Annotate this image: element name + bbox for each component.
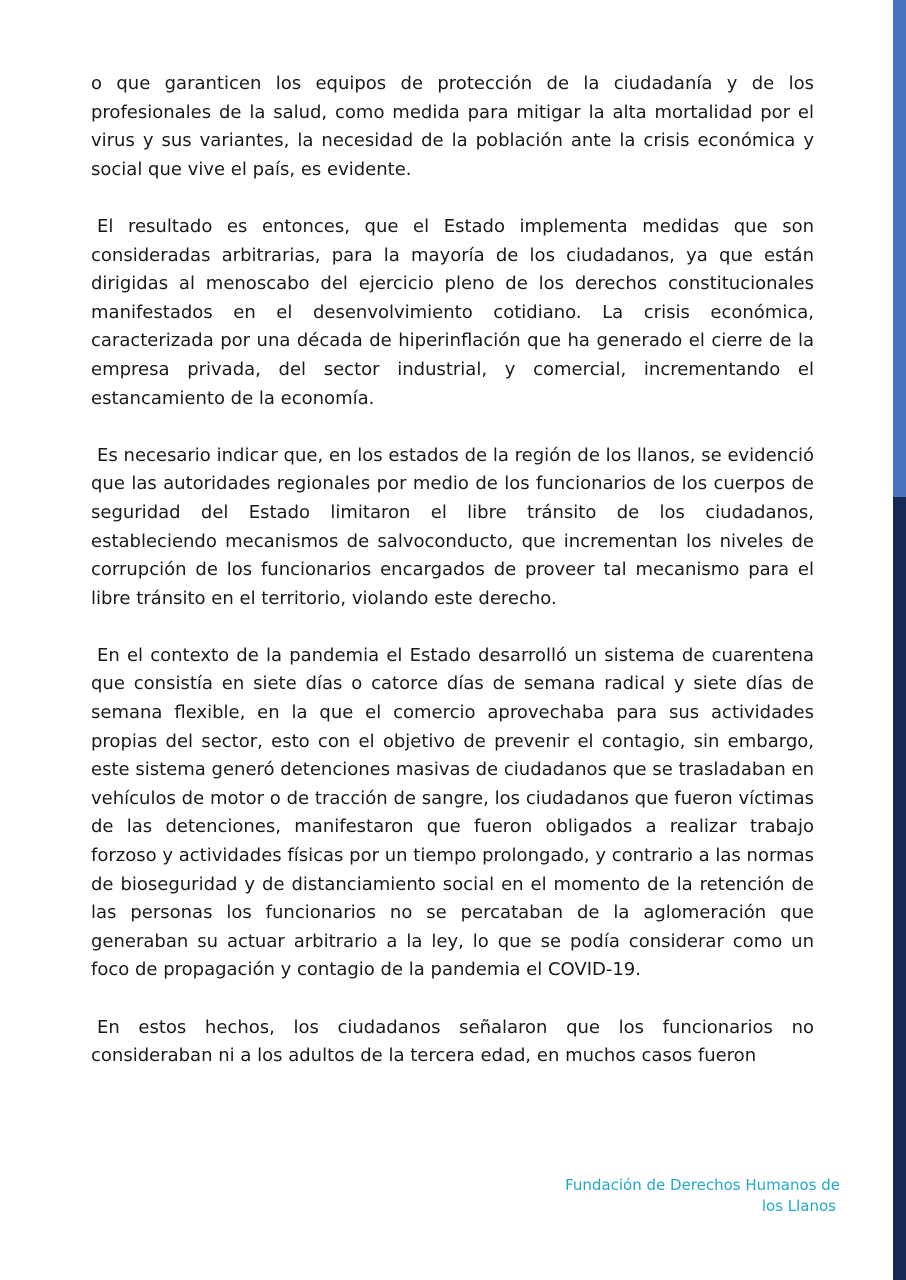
paragraph-5: En estos hechos, los ciudadanos señalaron que los funcionarios no consideraban ni a los adultos de la tercera edad, en muchos casos fueron [91,1016,814,1067]
document-body [91,70,814,1071]
paragraph-3: Es necesario indicar que, en los estados de la región de los llanos, se evidenció que las autoridades regionales por medio de los funcionarios de los cuerpos de seguridad del Estado limitaron el libre tránsito de los ciudadanos, estableciendo mecanismos de salvoconducto, que incrementan los niveles de corrupción de los funcionarios encargados de proveer tal mecanismo para el libre tránsito en el territorio, violando este derecho. [91,444,814,609]
footer-line-2: los Llanos [761,1197,836,1215]
paragraph-1: o que garanticen los equipos de protección de la ciudadanía y de los profesionales de la salud, como medida para mitigar la alta mortalidad por el virus y sus variantes, la necesidad de la población ante la crisis económica y social que vive el país, es evidente. [91,73,814,180]
side-bar-top-segment [893,0,906,497]
footer-organization [520,1175,840,1217]
footer-line-1: Fundación de Derechos Humanos de [565,1176,840,1194]
decorative-side-bar [893,0,906,1280]
side-bar-bottom-segment [893,497,906,1280]
paragraph-2: El resultado es entonces, que el Estado implementa medidas que son consideradas arbitrarias, para la mayoría de los ciudadanos, ya que están dirigidas al menoscabo del ejercicio pleno de los derechos constitucionales manifestados en el desenvolvimiento cotidiano. La crisis económica, caracterizada por una década de hiperinflación que ha generado el cierre de la empresa privada, del sector industrial, y comercial, incrementando el estancamiento de la economía. [91,215,814,409]
paragraph-4: En el contexto de la pandemia el Estado desarrolló un sistema de cuarentena que consistía en siete días o catorce días de semana radical y siete días de semana flexible, en la que el comercio aprovechaba para sus actividades propias del sector, esto con el objetivo de prevenir el contagio, sin embargo, este sistema generó detenciones masivas de ciudadanos que se trasladaban en vehículos de motor o de tracción de sangre, los ciudadanos que fueron víctimas de las detenciones, manifestaron que fueron obligados a realizar trabajo forzoso y actividades físicas por un tiempo prolongado, y contrario a las normas de bioseguridad y de distanciamiento social en el momento de la retención de las personas los funcionarios no se percataban de la aglomeración que generaban su actuar arbitrario a la ley, lo que se podía considerar como un foco de propagación y contagio de la pandemia el COVID-19. [91,644,814,981]
